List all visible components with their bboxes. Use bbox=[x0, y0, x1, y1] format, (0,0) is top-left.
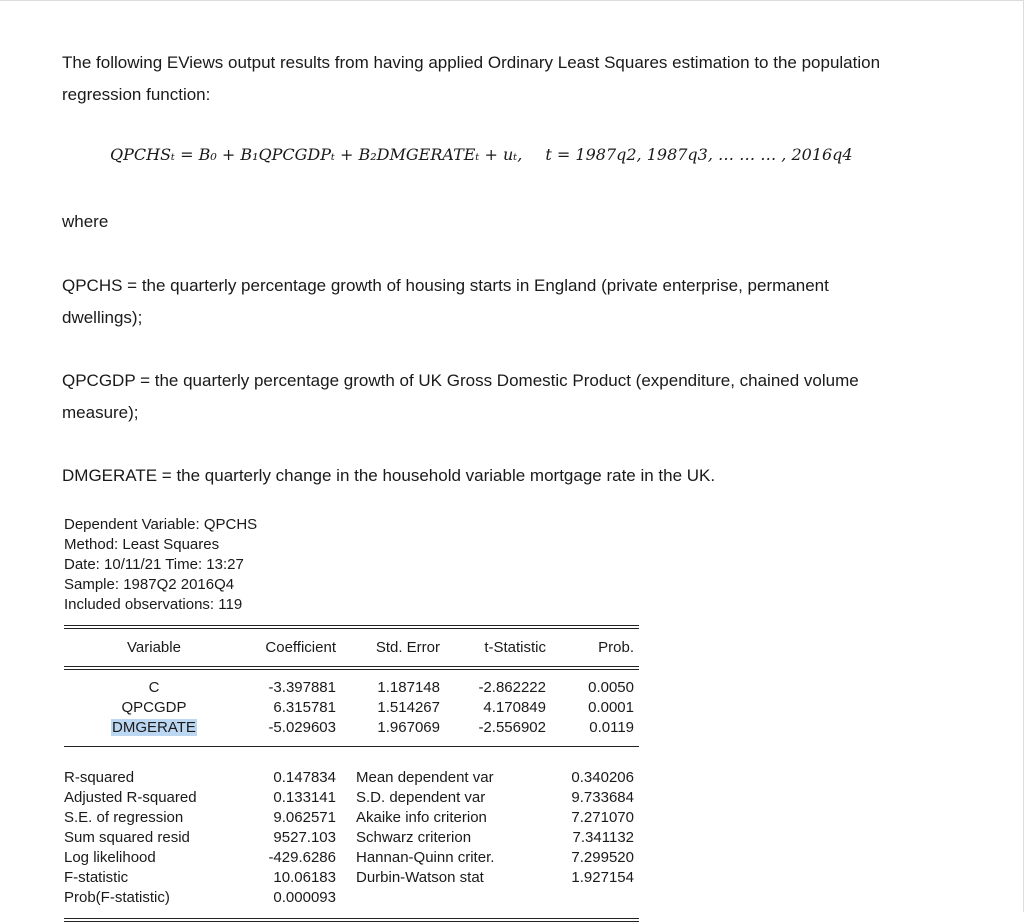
variable-name-selected[interactable] bbox=[64, 718, 244, 738]
variable-name: C bbox=[148, 679, 160, 696]
stat-value: 1.927154 bbox=[571, 869, 634, 886]
stat-label: Hannan-Quinn criter. bbox=[356, 849, 495, 866]
stat-row bbox=[64, 868, 639, 888]
stat-label: Mean dependent var bbox=[356, 769, 494, 786]
stat-value: 0.147834 bbox=[273, 769, 336, 786]
stat-label: R-squared bbox=[64, 769, 135, 786]
variable-name: QPCGDP bbox=[121, 699, 187, 716]
stat-label: Sum squared resid bbox=[64, 829, 190, 846]
t-statistic-value: 4.170849 bbox=[483, 699, 546, 716]
prob-value: 0.0050 bbox=[588, 679, 634, 696]
stat-row bbox=[64, 768, 639, 788]
stat-value: 10.06183 bbox=[273, 869, 336, 886]
output-method: Method: Least Squares bbox=[64, 536, 220, 553]
std-error-value: 1.967069 bbox=[377, 719, 440, 736]
stat-label: Prob(F-statistic) bbox=[64, 889, 170, 906]
stat-label: F-statistic bbox=[64, 869, 129, 886]
stat-value: 9.733684 bbox=[571, 789, 634, 806]
stat-row bbox=[64, 788, 639, 808]
selected-text-highlight[interactable]: DMGERATE bbox=[112, 719, 196, 736]
t-statistic-value: -2.862222 bbox=[478, 679, 546, 696]
coefficient-value: 6.315781 bbox=[273, 699, 336, 716]
stat-label: Log likelihood bbox=[64, 849, 156, 866]
stat-value: -429.6286 bbox=[268, 849, 336, 866]
definition-qpcgdp: QPCGDP = the quarterly percentage growth of UK Gross Domestic Product (expenditure, chained volume measure); bbox=[62, 371, 859, 422]
table-top-rule bbox=[64, 625, 639, 629]
prob-value: 0.0001 bbox=[588, 699, 634, 716]
stat-value: 0.000093 bbox=[273, 889, 336, 906]
stat-row bbox=[64, 848, 639, 868]
output-date: Date: 10/11/21 Time: 13:27 bbox=[64, 556, 244, 573]
eviews-output bbox=[64, 515, 639, 922]
col-t-statistic-header: t-Statistic bbox=[484, 639, 546, 656]
stat-value: 7.299520 bbox=[571, 849, 634, 866]
summary-stats bbox=[64, 768, 639, 908]
stat-value: 0.133141 bbox=[273, 789, 336, 806]
std-error-value: 1.187148 bbox=[377, 679, 440, 696]
stat-label: S.D. dependent var bbox=[356, 789, 486, 806]
stat-value: 0.340206 bbox=[571, 769, 634, 786]
table-bottom-rule bbox=[64, 918, 639, 922]
output-observations: Included observations: 119 bbox=[64, 596, 243, 613]
stat-value: 7.341132 bbox=[572, 829, 634, 846]
stat-row bbox=[64, 888, 639, 908]
stat-label: Adjusted R-squared bbox=[64, 789, 197, 806]
col-coefficient-header: Coefficient bbox=[265, 639, 336, 656]
where-label: where bbox=[62, 212, 109, 231]
stat-label: Durbin-Watson stat bbox=[356, 869, 484, 886]
output-dependent-variable: Dependent Variable: QPCHS bbox=[64, 516, 258, 533]
stat-row bbox=[64, 808, 639, 828]
std-error-value: 1.514267 bbox=[377, 699, 440, 716]
column-header-row bbox=[64, 638, 639, 658]
table-row bbox=[64, 718, 639, 738]
table-row bbox=[64, 698, 639, 718]
stat-label: Schwarz criterion bbox=[356, 829, 472, 846]
prob-value: 0.0119 bbox=[589, 719, 634, 736]
stat-label: Akaike info criterion bbox=[356, 809, 487, 826]
equation-range: t = 1987q2, 1987q3, … … … , 2016q4 bbox=[545, 145, 853, 164]
output-sample: Sample: 1987Q2 2016Q4 bbox=[64, 576, 235, 593]
definition-qpchs: QPCHS = the quarterly percentage growth of housing starts in England (private enterprise, permanent dwellings); bbox=[62, 276, 829, 327]
equation-model: QPCHSₜ = B₀ + B₁QPCGDPₜ + B₂DMGERATEₜ + uₜ, bbox=[110, 145, 523, 164]
stat-value: 7.271070 bbox=[571, 809, 634, 826]
col-std-error-header: Std. Error bbox=[375, 639, 440, 656]
coefficient-value: -3.397881 bbox=[268, 679, 336, 696]
col-prob-header: Prob. bbox=[598, 639, 634, 656]
stat-value: 9527.103 bbox=[273, 829, 336, 846]
stat-label: S.E. of regression bbox=[64, 809, 184, 826]
col-variable-header: Variable bbox=[127, 639, 181, 656]
stat-row bbox=[64, 828, 639, 848]
coefficient-value: -5.029603 bbox=[268, 719, 336, 736]
t-statistic-value: -2.556902 bbox=[478, 719, 546, 736]
stat-value: 9.062571 bbox=[273, 809, 336, 826]
definition-dmgerate: DMGERATE = the quarterly change in the household variable mortgage rate in the UK. bbox=[62, 466, 716, 485]
table-row bbox=[64, 678, 639, 698]
regression-equation bbox=[110, 145, 853, 164]
intro-paragraph: The following EViews output results from having applied Ordinary Least Squares estimation to the population regression function: bbox=[62, 53, 881, 104]
